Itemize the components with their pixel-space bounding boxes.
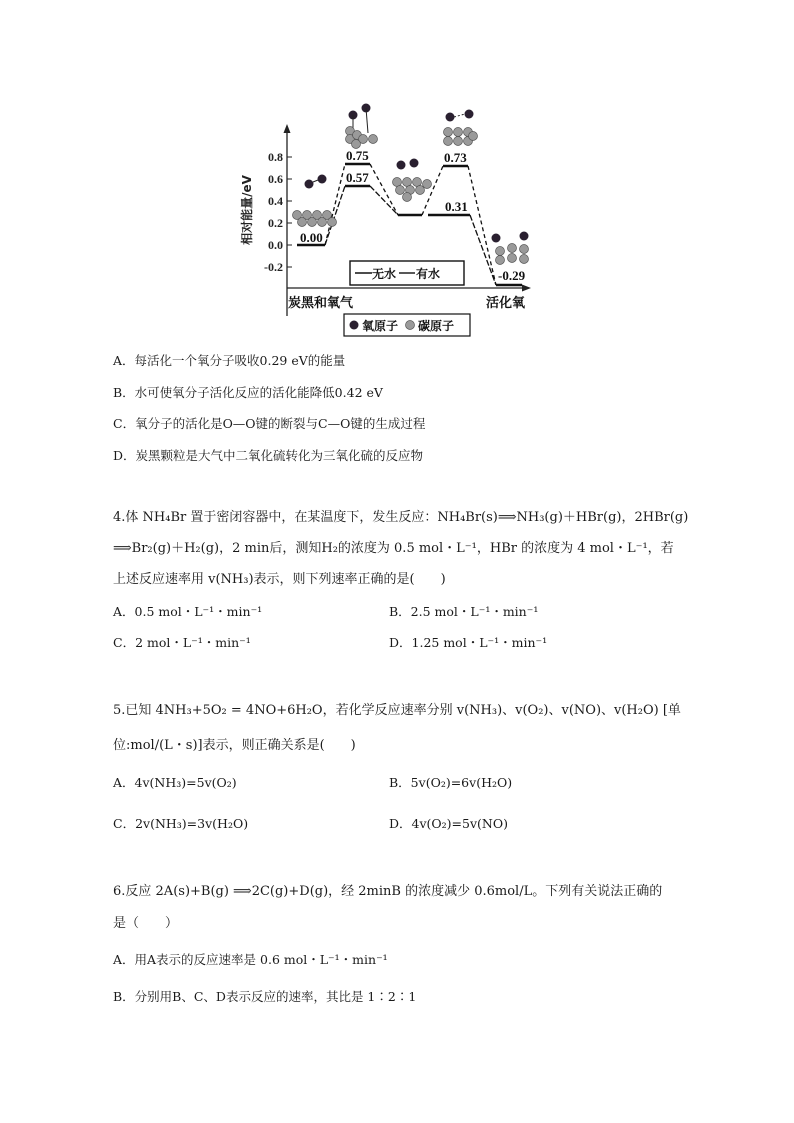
y-tick-label: 0.0 bbox=[268, 238, 283, 252]
q4-stem-line1: 4.体 NH₄Br 置于密闭容器中，在某温度下，发生反应：NH₄Br(s)⟹NH₃(g)＋HBr(g)，2HBr(g) bbox=[113, 510, 689, 525]
x-label-right: 活化氧 bbox=[486, 296, 526, 311]
q3-option-b: B．水可使氧分子活化反应的活化能降低0.42 eV bbox=[113, 385, 383, 400]
y-tick-label: 0.4 bbox=[268, 194, 283, 208]
y-axis-arrow bbox=[284, 124, 291, 133]
energy-diagram-svg bbox=[232, 98, 532, 343]
y-axis-label: 相对能量/eV bbox=[240, 175, 254, 245]
energy-label-ts2-no-water: 0.73 bbox=[444, 150, 467, 165]
q4-option-c: C．2 mol・L⁻¹・min⁻¹ bbox=[113, 635, 251, 650]
q5-stem-line1: 5.已知 4NH₃+5O₂ = 4NO+6H₂O，若化学反应速率分别 v(NH₃)、v(O₂)、v(NO)、v(H₂O) [单 bbox=[113, 703, 681, 718]
energy-diagram bbox=[232, 98, 532, 343]
legend-label-water: 有水 bbox=[416, 267, 441, 281]
energy-label-ts1-water: 0.57 bbox=[346, 170, 369, 185]
q4-option-a: A．0.5 mol・L⁻¹・min⁻¹ bbox=[113, 604, 263, 619]
q4-option-d: D．1.25 mol・L⁻¹・min⁻¹ bbox=[389, 635, 548, 650]
q5-stem-line2: 位:mol/(L・s)]表示，则正确关系是( ) bbox=[113, 738, 356, 753]
y-tick-label: 0.8 bbox=[268, 150, 283, 164]
y-tick-label: 0.6 bbox=[268, 172, 283, 186]
energy-label-end: -0.29 bbox=[498, 268, 526, 283]
energy-label-ts2-water: 0.31 bbox=[445, 199, 468, 214]
q6-option-b: B．分别用B、C、D表示反应的速率，其比是 1∶2∶1 bbox=[113, 989, 417, 1004]
q5-option-a: A．4v(NH₃)=5v(O₂) bbox=[113, 775, 237, 790]
x-axis-arrow bbox=[522, 285, 531, 292]
q5-option-d: D．4v(O₂)=5v(NO) bbox=[389, 816, 508, 831]
q3-option-d: D．炭黑颗粒是大气中二氧化硫转化为三氧化硫的反应物 bbox=[113, 448, 424, 463]
q3-option-a: A．每活化一个氧分子吸收0.29 eV的能量 bbox=[113, 353, 346, 368]
atom-legend-carbon: 碳原子 bbox=[418, 319, 455, 333]
q6-stem-line1: 6.反应 2A(s)+B(g) ⟹2C(g)+D(g)，经 2minB 的浓度减少 0.6mol/L。下列有关说法正确的 bbox=[113, 884, 663, 899]
q4-stem-line3: 上述反应速率用 v(NH₃)表示，则下列速率正确的是( ) bbox=[113, 572, 446, 587]
y-tick-marks bbox=[287, 157, 292, 267]
q5-option-b: B．5v(O₂)=6v(H₂O) bbox=[389, 775, 513, 790]
q4-option-b: B．2.5 mol・L⁻¹・min⁻¹ bbox=[389, 604, 539, 619]
x-label-left: 炭黑和氧气 bbox=[288, 296, 354, 311]
q6-option-a: A．用A表示的反应速率是 0.6 mol・L⁻¹・min⁻¹ bbox=[113, 952, 388, 967]
atom-legend-oxygen: 氧原子 bbox=[362, 319, 399, 333]
oxygen-atom-icon bbox=[350, 321, 359, 330]
q3-option-c: C．氧分子的活化是O—O键的断裂与C—O键的生成过程 bbox=[113, 416, 426, 431]
energy-label-start: 0.00 bbox=[300, 230, 323, 245]
energy-label-ts1-no-water: 0.75 bbox=[346, 148, 369, 163]
y-tick-label: -0.2 bbox=[264, 260, 283, 274]
q6-stem-line2: 是（ ） bbox=[113, 916, 179, 931]
molecule-sketches bbox=[293, 104, 529, 265]
q4-stem-line2: ⟹Br₂(g)＋H₂(g)，2 min后，测知H₂的浓度为 0.5 mol・L⁻¹，HBr 的浓度为 4 mol・L⁻¹，若 bbox=[113, 541, 674, 556]
legend-label-no-water: 无水 bbox=[372, 267, 397, 281]
y-tick-label: 0.2 bbox=[268, 216, 283, 230]
q5-option-c: C．2v(NH₃)=3v(H₂O) bbox=[113, 816, 249, 831]
carbon-atom-icon bbox=[406, 321, 415, 330]
